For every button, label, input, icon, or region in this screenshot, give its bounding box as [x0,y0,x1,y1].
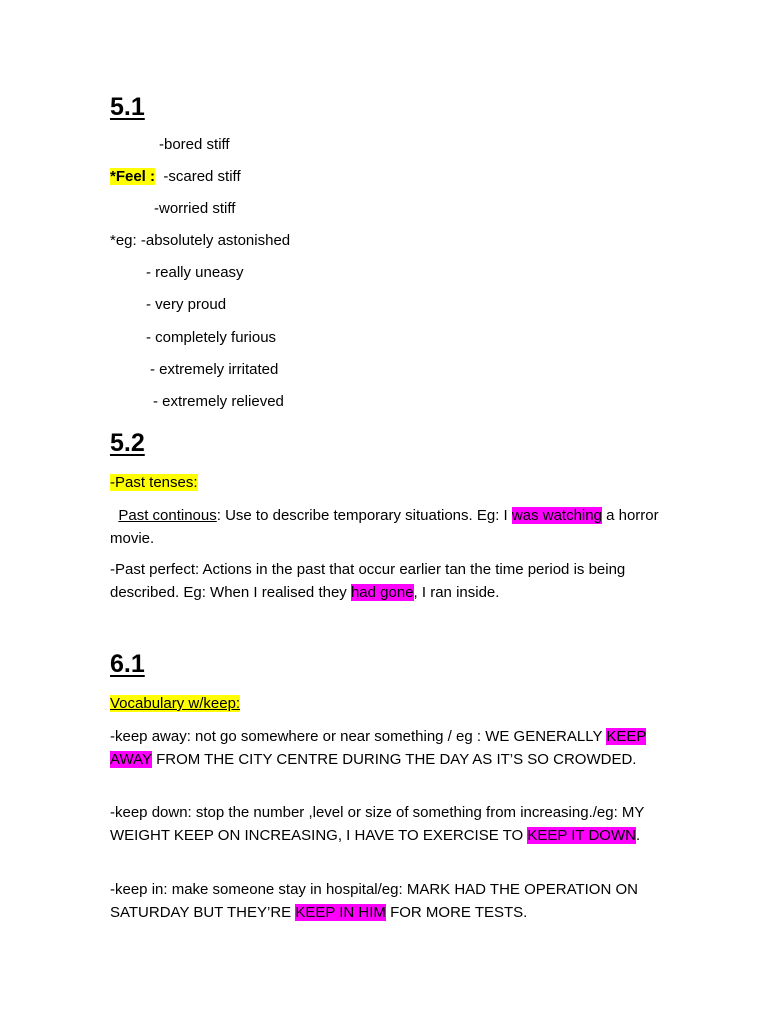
keep-away-text: -keep away: not go somewhere or near something / eg : WE GENERALLY [110,728,607,745]
eg-item-3: - very proud [146,296,227,313]
keep-down-paragraph [110,802,660,847]
past-perfect-paragraph [110,559,660,604]
eg-item-5: - extremely irritated [150,361,279,378]
feel-label: *Feel : [110,168,156,185]
heading-5-1: 5.1 [110,93,145,121]
past-continuous-term: Past continous [118,507,217,524]
past-continuous-highlight: was watching [511,507,602,524]
keep-in-highlight: KEEP IN HIM [295,903,386,921]
feel-item-1: -bored stiff [159,136,230,153]
keep-away-highlight: KEEP AWAY [110,728,647,768]
eg-label: *eg: [110,232,137,249]
past-continuous-tail: a horror movie. [110,507,659,547]
keep-away-paragraph [110,726,660,771]
feel-row [110,167,241,187]
keep-down-text: -keep down: stop the number ,level or size of something from increasing./eg: MY WEIGHT KEEP ON INCREASING, I HAVE TO EXERCISE TO [110,804,645,844]
past-perfect-highlight: had gone [350,583,414,601]
eg-item-1: -absolutely astonished [140,232,291,249]
heading-5-2: 5.2 [110,429,145,457]
heading-6-1: 6.1 [110,650,145,678]
keep-in-text: -keep in: make someone stay in hospital/eg: MARK HAD THE OPERATION ON SATURDAY BUT THEY’RE [110,881,638,921]
vocabulary-subtitle [110,694,240,714]
past-perfect-text: -Past perfect: Actions in the past that occur earlier tan the time period is being described. Eg: When I realised they [110,561,626,601]
keep-away-tail: FROM THE CITY CENTRE DURING THE DAY AS IT’S SO CROWDED. [151,750,637,768]
vocabulary-label: Vocabulary w/keep: [110,695,241,712]
past-perfect-tail: , I ran inside. [413,583,500,601]
past-continuous-text: : Use to describe temporary situations. Eg: I [216,507,512,524]
keep-down-highlight: KEEP IT DOWN [527,826,636,844]
eg-item-4: - completely furious [146,329,277,346]
eg-row [110,231,290,251]
past-tenses-label: -Past tenses: [110,474,198,491]
keep-down-tail: . [635,826,641,844]
eg-item-6: - extremely relieved [153,393,284,410]
feel-item-3: -worried stiff [154,200,236,217]
keep-in-tail: FOR MORE TESTS. [385,903,528,921]
feel-item-2: -scared stiff [163,168,241,185]
keep-in-paragraph [110,879,660,924]
past-continuous-paragraph [110,505,660,550]
past-tenses-subtitle [110,473,198,493]
eg-item-2: - really uneasy [146,264,244,281]
